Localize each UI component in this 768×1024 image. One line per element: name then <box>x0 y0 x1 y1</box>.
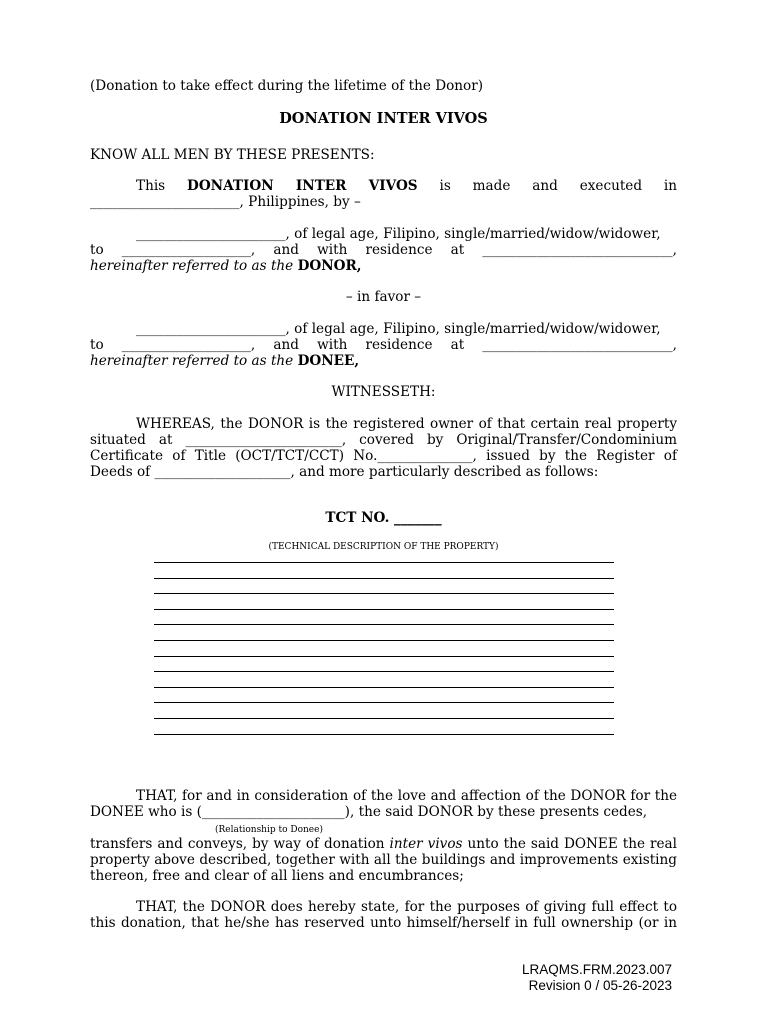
donor-line-3 <box>90 258 677 274</box>
revision-label: Revision 0 / 05-26-2023 <box>528 978 672 993</box>
whereas-line-1: WHEREAS, the DONOR is the registered owner of that certain real property <box>136 416 677 432</box>
that1-line-1: THAT, for and in consideration of the love and affection of the DONOR for the <box>136 788 677 804</box>
intro-rest: is made and executed in <box>439 178 677 194</box>
donee-line-3 <box>90 353 677 369</box>
donee-role: DONEE, <box>297 353 360 369</box>
that2-line-1: THAT, the DONOR does hereby state, for the purposes of giving full effect to <box>136 899 677 915</box>
header-note: (Donation to take effect during the lifetime of the Donor) <box>90 78 484 94</box>
tct-number-label: TCT NO. _______ <box>325 510 442 526</box>
technical-description-lines <box>154 562 614 749</box>
blank-line <box>154 609 614 610</box>
that1-l3-ital: inter vivos <box>389 836 463 852</box>
blank-line <box>154 671 614 672</box>
blank-line <box>154 562 614 563</box>
intro-this: This <box>136 178 166 194</box>
that1-line-5: thereon, free and clear of all liens and encumbrances; <box>90 868 464 884</box>
donor-role: DONOR, <box>297 258 362 274</box>
donor-line-1: ______________________, of legal age, Filipino, single/married/widow/widower, <box>136 226 661 242</box>
blank-line <box>154 578 614 579</box>
that1-l3-b: unto the said DONEE the real <box>467 836 677 852</box>
blank-line <box>154 718 614 719</box>
that2-line-2: this donation, that he/she has reserved unto himself/herself in full ownership (or in <box>90 915 677 931</box>
whereas-line-3: Certificate of Title (OCT/TCT/CCT) No.______________, issued by the Register of <box>90 448 677 464</box>
technical-description-label: (TECHNICAL DESCRIPTION OF THE PROPERTY) <box>268 542 499 552</box>
that1-line-4: property above described, together with all the buildings and improvements existing <box>90 852 677 868</box>
blank-line <box>154 656 614 657</box>
whereas-line-2: situated at _______________________, covered by Original/Transfer/Condominium <box>90 432 677 448</box>
donee-line-1: ______________________, of legal age, Filipino, single/married/widow/widower, <box>136 321 661 337</box>
blank-line <box>154 593 614 594</box>
that1-line-2: DONEE who is (_____________________), the said DONOR by these presents cedes, <box>90 804 648 820</box>
form-code: LRAQMS.FRM.2023.007 <box>521 962 672 977</box>
intro-line-1 <box>136 178 677 194</box>
opening-line: KNOW ALL MEN BY THESE PRESENTS: <box>90 147 375 163</box>
blank-line <box>154 640 614 641</box>
blank-line <box>154 687 614 688</box>
donor-line-2: to ___________________, and with residence at ____________________________, <box>90 242 677 258</box>
document-title: DONATION INTER VIVOS <box>279 110 488 127</box>
witnesseth-heading: WITNESSETH: <box>331 384 436 400</box>
that1-line-3 <box>90 836 677 852</box>
in-favor-line: – in favor – <box>345 289 422 305</box>
donor-ref-text: hereinafter referred to as the <box>90 258 294 274</box>
blank-line <box>154 734 614 735</box>
whereas-line-4: Deeds of ____________________, and more particularly described as follows: <box>90 464 599 480</box>
donee-ref-text: hereinafter referred to as the <box>90 353 294 369</box>
donee-line-2: to ___________________, and with residence at ____________________________, <box>90 337 677 353</box>
that1-l3-a: transfers and conveys, by way of donation <box>90 836 385 852</box>
intro-line-2: ______________________, Philippines, by – <box>90 194 361 210</box>
blank-line <box>154 702 614 703</box>
blank-line <box>154 624 614 625</box>
relationship-caption: (Relationship to Donee) <box>215 825 323 835</box>
intro-donation-name: DONATION INTER VIVOS <box>187 178 418 194</box>
